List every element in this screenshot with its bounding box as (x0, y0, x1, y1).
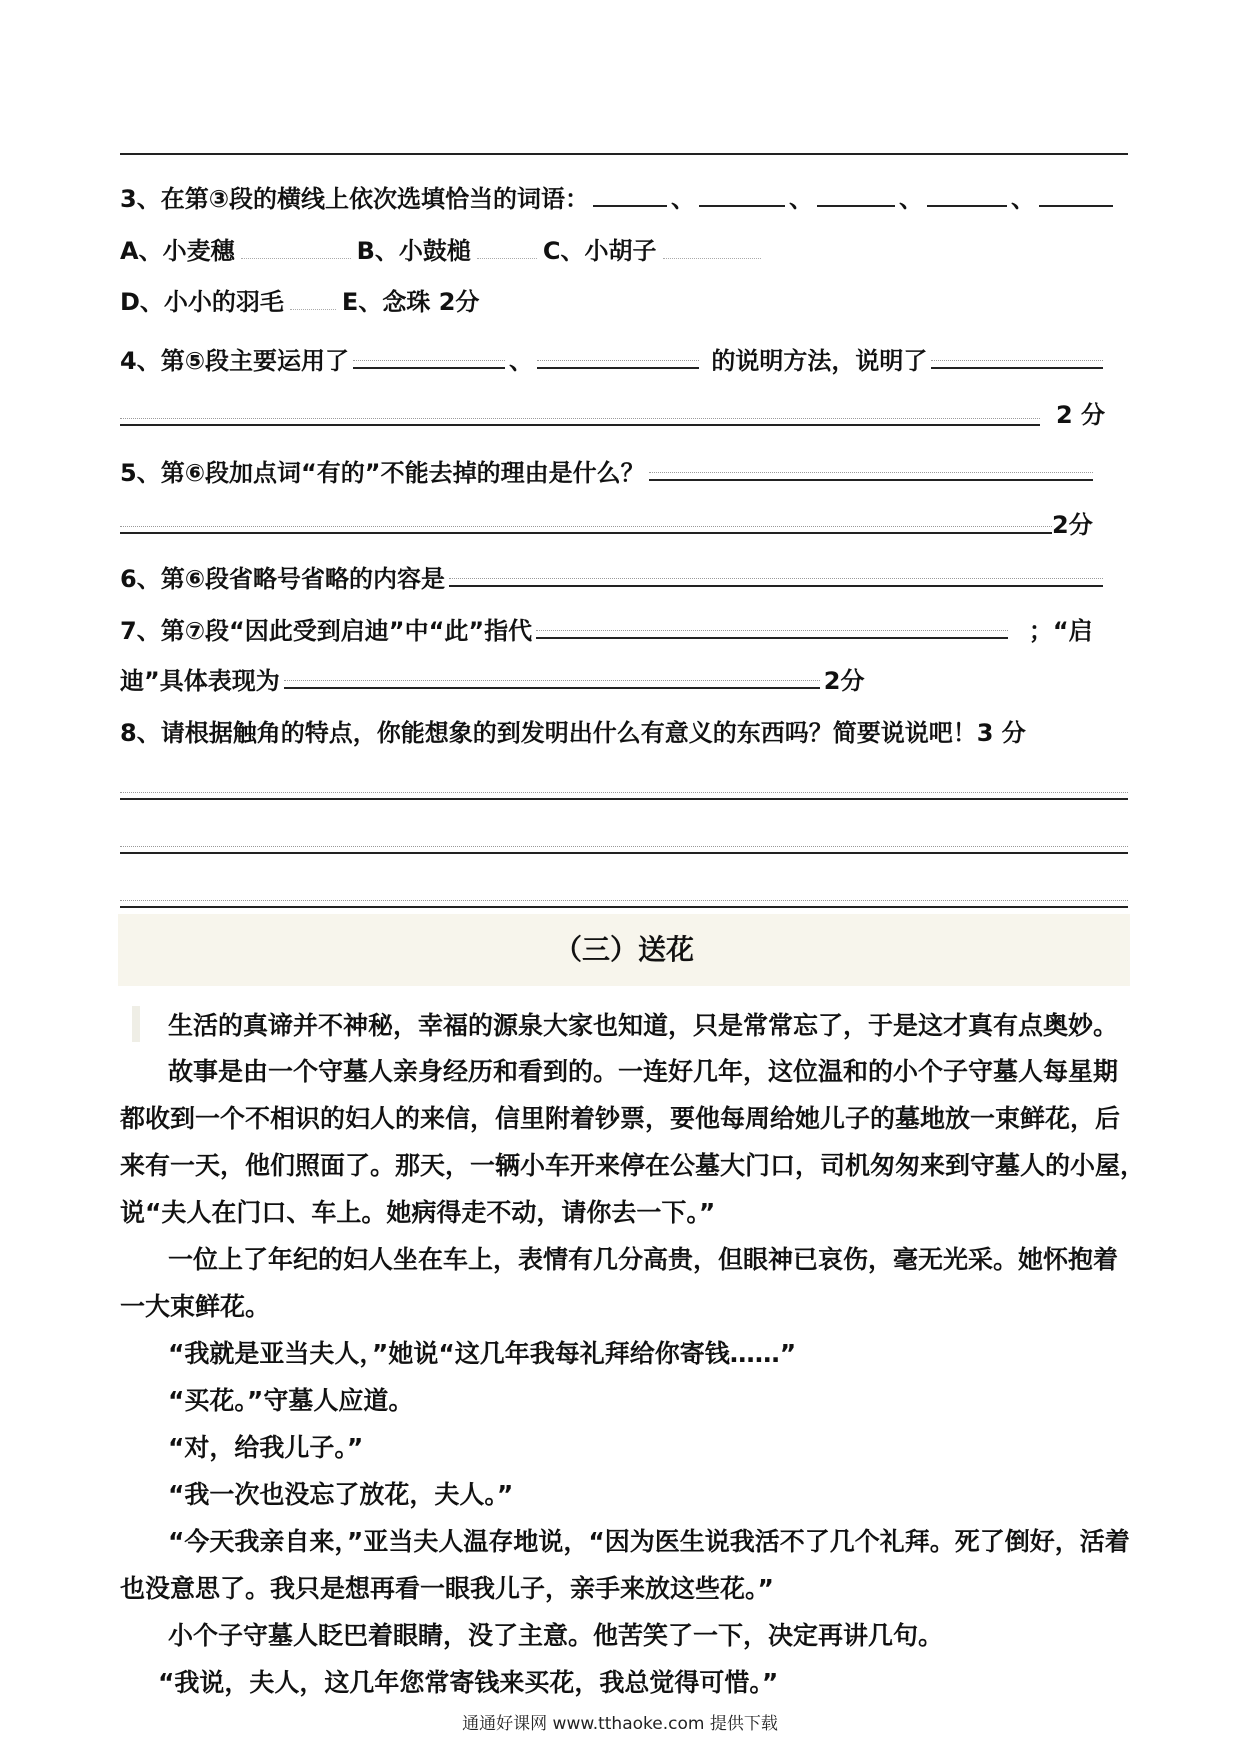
q3-blank-5[interactable] (1039, 183, 1113, 207)
story-line-14: 小个子守墓人眨巴着眼睛，没了主意。他苦笑了一下，决定再讲几句。 (168, 1621, 944, 1650)
story-line-11: “我一次也没忘了放花，夫人。” (168, 1480, 514, 1509)
footer-text: 通通好课网 www.tthaoke.com 提供下载 (462, 1714, 778, 1734)
section-title: （三）送花 (553, 933, 694, 966)
story-line-15: “我说，夫人，这几年您常寄钱来买花，我总觉得可惜。” (158, 1668, 779, 1697)
question-3: 3、在第③段的横线上依次选填恰当的词语： 、 、 、 、 (120, 182, 1117, 216)
q4-blank-3[interactable] (931, 345, 1103, 369)
story-line-6: 一位上了年纪的妇人坐在车上，表情有几分高贵，但眼神已哀伤，毫无光采。她怀抱着 (168, 1245, 1119, 1274)
option-d: D、小小的羽毛 (120, 288, 284, 316)
q5-answer-line[interactable] (120, 532, 1052, 534)
q7-blank-1[interactable] (536, 615, 1008, 639)
question-3-options-row-2 (120, 285, 479, 319)
question-6-text: 6、第⑥段省略号省略的内容是 (120, 565, 446, 593)
question-7 (120, 614, 1093, 648)
question-5 (120, 456, 1097, 490)
option-a: A、小麦穗 (120, 237, 235, 265)
option-c: C、小胡子 (542, 237, 657, 265)
top-answer-line (120, 153, 1128, 155)
question-6 (120, 562, 1107, 596)
question-4-text-1: 4、第⑤段主要运用了 (120, 347, 350, 375)
question-5-text: 5、第⑥段加点词“有的”不能去掉的理由是什么？ (120, 459, 645, 487)
question-5-score: 2分 (1052, 511, 1093, 539)
story-line-13: 也没意思了。我只是想再看一眼我儿子，亲手来放这些花。” (120, 1574, 774, 1603)
scan-mark (132, 1006, 140, 1042)
option-e: E、念珠 (341, 288, 431, 316)
story-line-2: 故事是由一个守墓人亲身经历和看到的。一连好几年，这位温和的小个子守墓人每星期 (168, 1057, 1119, 1086)
question-7-score: 2分 (823, 667, 865, 695)
question-8-text: 8、请根据触角的特点，你能想象的到发明出什么有意义的东西吗？简要说说吧！3 分 (120, 719, 1026, 747)
question-4-text-2: 的说明方法，说明了 (711, 347, 928, 375)
q8-answer-line-3[interactable] (120, 906, 1128, 908)
q4-blank-2[interactable] (537, 345, 699, 369)
q3-blank-1[interactable] (593, 183, 667, 207)
question-7-text-3: 迪”具体表现为 (120, 667, 280, 695)
question-3-text: 3、在第③段的横线上依次选填恰当的词语： (120, 185, 590, 213)
q3-blank-4[interactable] (927, 183, 1007, 207)
question-3-options-row-1 (120, 234, 767, 268)
q8-answer-line-1[interactable] (120, 798, 1128, 800)
story-line-10: “对，给我儿子。” (168, 1433, 364, 1462)
story-line-8: “我就是亚当夫人，”她说“这几年我每礼拜给你寄钱……” (168, 1339, 797, 1368)
story-line-1: 生活的真谛并不神秘，幸福的源泉大家也知道，只是常常忘了，于是这才真有点奥妙。 (168, 1011, 1119, 1040)
q6-blank-1[interactable] (449, 563, 1103, 587)
q5-blank-1[interactable] (649, 457, 1093, 481)
q3-blank-3[interactable] (817, 183, 895, 207)
story-line-3: 都收到一个不相识的妇人的来信，信里附着钞票，要他每周给她儿子的墓地放一束鲜花，后 (120, 1104, 1121, 1133)
question-4: 4、第⑤段主要运用了 、 的说明方法，说明了 (120, 344, 1107, 378)
story-line-4: 来有一天，他们照面了。那天，一辆小车开来停在公墓大门口，司机匆匆来到守墓人的小屋， (120, 1151, 1146, 1180)
story-line-12: “今天我亲自来，”亚当夫人温存地说，“因为医生说我活不了几个礼拜。死了倒好，活着 (168, 1527, 1130, 1556)
question-4-score: 2 分 (1056, 401, 1106, 429)
story-line-9: “买花。”守墓人应道。 (168, 1386, 414, 1415)
q4-answer-line[interactable] (120, 424, 1040, 426)
question-7-line-2 (120, 664, 864, 698)
question-3-score: 2分 (438, 288, 480, 316)
question-8 (120, 716, 1026, 750)
story-line-7: 一大束鲜花。 (120, 1292, 271, 1321)
q4-blank-1[interactable] (353, 345, 505, 369)
story-line-5: 说“夫人在门口、车上。她病得走不动，请你去一下。” (120, 1198, 716, 1227)
question-7-text-1: 7、第⑦段“因此受到启迪”中“此”指代 (120, 617, 533, 645)
question-7-text-2: ；“启 (1028, 617, 1093, 645)
q3-blank-2[interactable] (699, 183, 785, 207)
q8-answer-line-2[interactable] (120, 852, 1128, 854)
option-b: B、小鼓槌 (356, 237, 471, 265)
q7-blank-2[interactable] (284, 665, 820, 689)
